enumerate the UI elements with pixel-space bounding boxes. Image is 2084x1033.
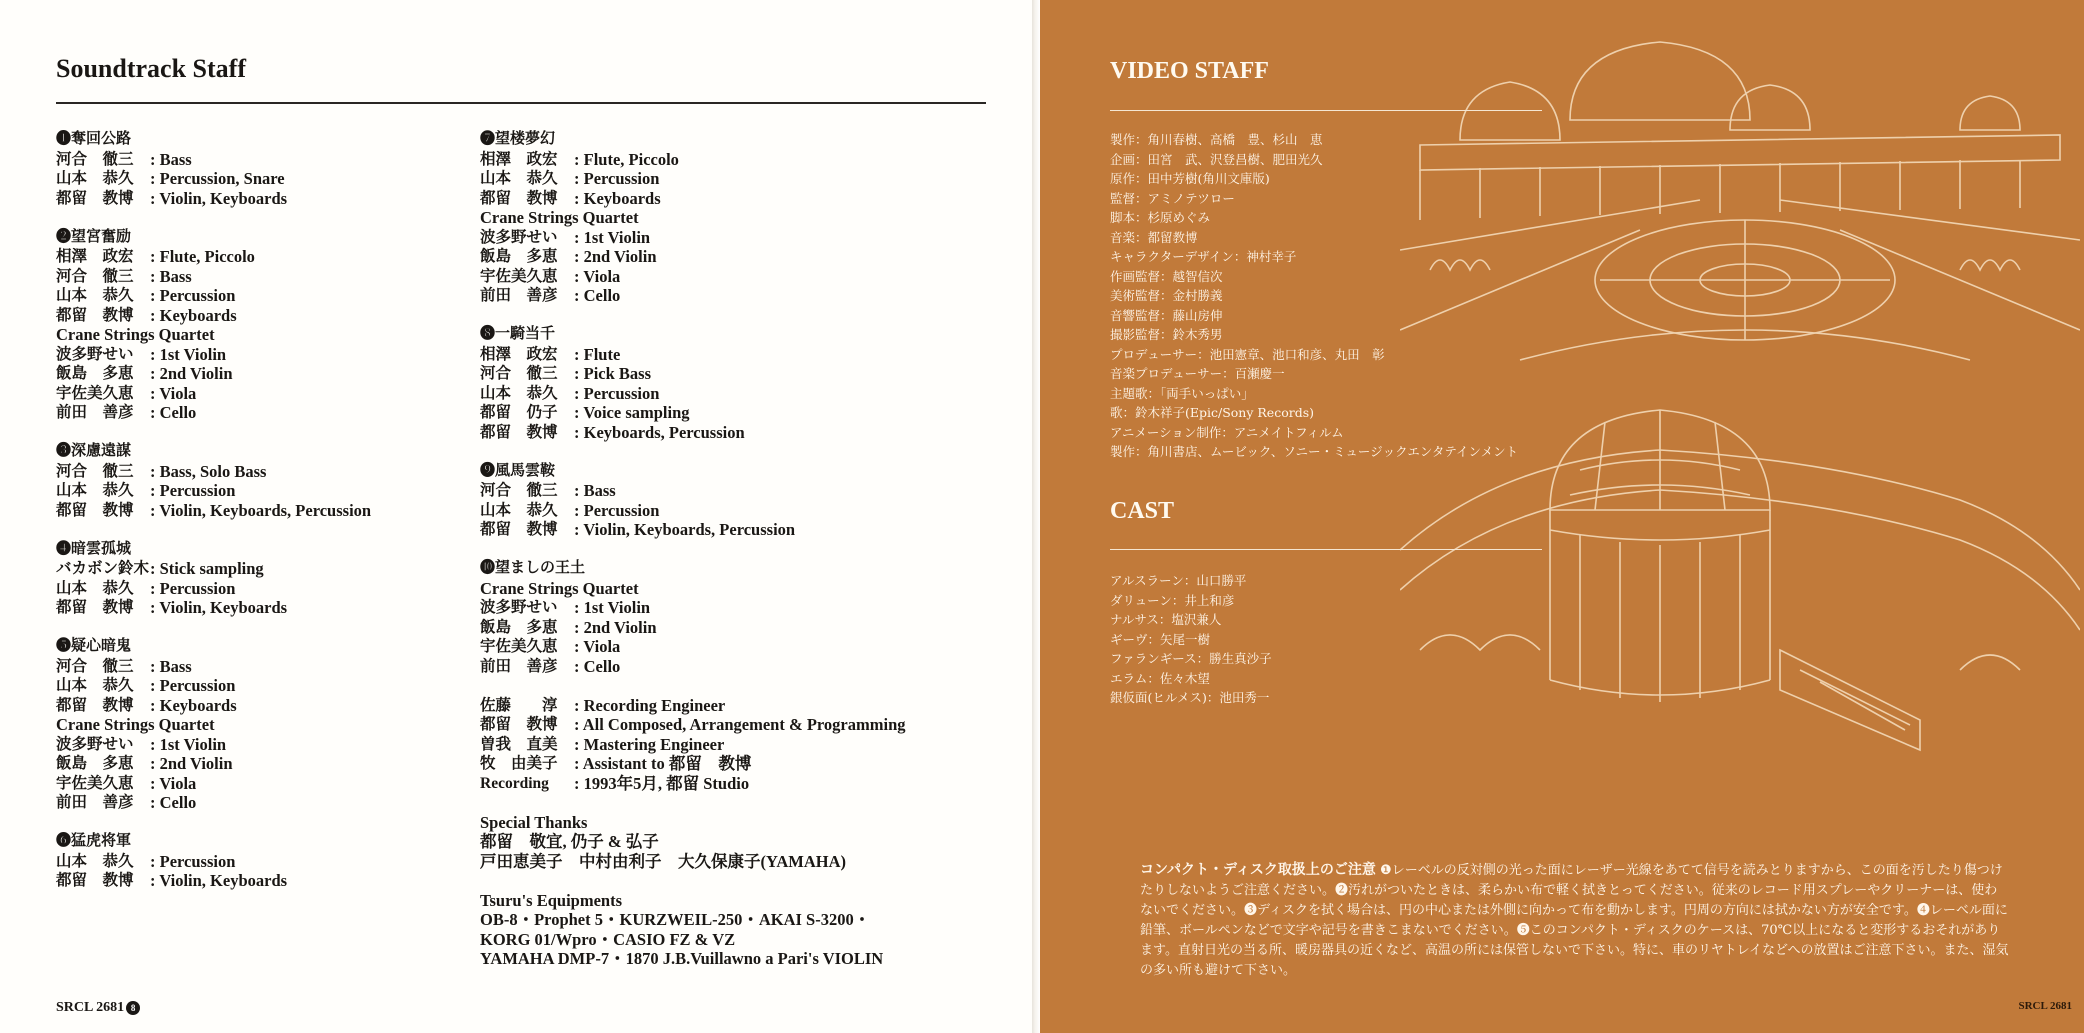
credit-row xyxy=(56,306,371,326)
video-staff-item: 脚本：杉原めぐみ xyxy=(1110,210,1211,225)
credit-row xyxy=(56,559,371,579)
cast-item: ファランギース：勝生真沙子 xyxy=(1110,651,1272,666)
credit-line: OB-8・Prophet 5・KURZWEIL-250・AKAI S-3200・ xyxy=(480,910,871,929)
performer-role: : Percussion, Snare xyxy=(150,169,285,188)
cast-divider xyxy=(1110,549,1542,550)
credit-row xyxy=(480,247,906,267)
credit-row xyxy=(56,793,371,813)
performer-name: 前田 善彦 xyxy=(480,287,558,304)
credit-row xyxy=(56,657,371,677)
performer-role: : Percussion xyxy=(150,851,236,871)
credit-row xyxy=(480,715,906,735)
cd-handling-notice xyxy=(1140,860,2010,981)
track-title: ❻猛虎将軍 xyxy=(56,833,132,849)
notice-title: コンパクト・ディスク取扱上のご注意 xyxy=(1140,862,1376,878)
credit-section xyxy=(56,637,371,813)
performer-name: 佐藤 淳 xyxy=(480,696,558,714)
performer-role: : Flute, Piccolo xyxy=(150,247,255,266)
video-staff-item: 企画：田宮 武、沢登昌樹、肥田光久 xyxy=(1110,151,1323,167)
credit-line: KORG 01/Wpro・CASIO FZ & VZ xyxy=(480,929,736,949)
credit-row xyxy=(56,462,371,482)
performer-role: : Violin, Keyboards, Percussion xyxy=(574,520,796,539)
cast-item: ナルサス：塩沢兼人 xyxy=(1110,612,1222,627)
credit-row xyxy=(56,189,371,209)
performer-role: : Violin, Keyboards xyxy=(150,188,288,208)
cast-item: 銀仮面(ヒルメス)：池田秀一 xyxy=(1110,690,1270,705)
video-staff-item: 主題歌：「両手いっぱい」 xyxy=(1110,385,1254,401)
video-staff-item: 製作：角川春樹、高橋 豊、杉山 恵 xyxy=(1110,132,1323,147)
performer-name: 飯島 多恵 xyxy=(56,365,134,382)
performer-name: 山本 恭久 xyxy=(56,287,134,304)
performer-role: : Voice sampling xyxy=(574,403,690,422)
performer-role: : Pick Bass xyxy=(574,364,652,383)
video-staff-item: 歌：鈴木祥子(Epic/Sony Records) xyxy=(1110,405,1314,420)
video-staff-item: 製作：角川書店、ムービック、ソニー・ミュージックエンタテインメント xyxy=(1110,444,1519,459)
credit-row xyxy=(480,189,906,209)
credit-row xyxy=(480,754,906,774)
performer-name: 波多野せい xyxy=(480,599,558,616)
credit-section xyxy=(56,228,371,423)
video-staff-item: キャラクターデザイン：神村幸子 xyxy=(1110,249,1297,264)
track-title: ❹暗雲孤城 xyxy=(56,540,132,557)
credit-row xyxy=(56,247,371,267)
performer-role: : Percussion xyxy=(150,676,236,695)
credit-section xyxy=(56,832,371,891)
credit-row xyxy=(56,501,371,521)
performer-role: : Percussion xyxy=(150,481,236,500)
credit-row xyxy=(480,735,906,755)
performer-name: 前田 善彦 xyxy=(480,657,558,675)
credit-section xyxy=(480,325,906,442)
performer-name: 都留 教博 xyxy=(56,872,134,889)
video-staff-heading: VIDEO STAFF xyxy=(1110,58,1269,84)
track-title: ❿望ましの王土 xyxy=(480,560,586,576)
performer-role: : Percussion xyxy=(574,383,660,403)
performer-role: : Percussion xyxy=(574,169,660,188)
cast-item: ギーヴ：矢尾一樹 xyxy=(1110,631,1211,647)
performer-role: : Bass xyxy=(150,656,192,676)
performer-role: : Keyboards xyxy=(150,305,237,325)
credit-section xyxy=(480,813,906,872)
performer-name: 飯島 多恵 xyxy=(480,618,558,636)
credit-row xyxy=(56,774,371,794)
performer-role: : Keyboards xyxy=(150,695,237,715)
credit-section xyxy=(480,696,906,794)
track-title: ❼望楼夢幻 xyxy=(480,131,556,147)
credit-line: YAMAHA DMP-7・1870 J.B.Vuillawno a Pari's VIOLIN xyxy=(480,949,884,968)
performer-role: : Percussion xyxy=(150,578,236,598)
performer-name: 宇佐美久恵 xyxy=(480,638,558,655)
credit-row xyxy=(480,423,906,443)
credit-row xyxy=(480,696,906,716)
performer-role: : All Composed, Arrangement & Programming xyxy=(574,715,906,734)
performer-name: 山本 恭久 xyxy=(56,677,134,694)
performer-name: 都留 教博 xyxy=(56,189,134,207)
credit-row xyxy=(56,286,371,306)
booklet-spine xyxy=(1032,0,1040,1033)
performer-role: : Viola xyxy=(150,773,197,793)
performer-name: 河合 徹三 xyxy=(56,462,134,480)
credit-row xyxy=(480,774,906,794)
credit-row xyxy=(56,871,371,891)
cast-item: ダリューン：井上和彦 xyxy=(1110,592,1235,608)
performer-role: : Cello xyxy=(150,793,197,812)
track-title: ❾風馬雲鞍 xyxy=(480,462,556,479)
credit-section xyxy=(480,559,906,676)
credit-section xyxy=(480,891,906,969)
cast-heading: CAST xyxy=(1110,498,1175,524)
track-title: ❺疑心暗鬼 xyxy=(56,638,132,654)
credit-row xyxy=(480,364,906,384)
performer-name: 波多野せい xyxy=(56,345,134,363)
performer-role: : Bass xyxy=(574,481,616,500)
performer-name: バカボン鈴木 xyxy=(56,560,150,577)
credit-row xyxy=(56,403,371,423)
credit-line: Crane Strings Quartet xyxy=(56,325,215,344)
performer-name: 山本 恭久 xyxy=(56,579,134,597)
credit-row xyxy=(480,598,906,618)
cast-item: エラム：佐々木望 xyxy=(1110,670,1210,686)
track-title: ❽一騎当千 xyxy=(480,326,556,342)
credit-row xyxy=(56,345,371,365)
performer-name: 前田 善彦 xyxy=(56,794,134,811)
video-staff-item: 美術監督：金村勝義 xyxy=(1110,288,1223,303)
performer-role: : Percussion xyxy=(574,500,660,520)
video-staff-item: プロデューサー：池田憲章、池口和彦、丸田 彰 xyxy=(1110,346,1385,362)
video-staff-item: 監督：アミノテツロー xyxy=(1110,190,1235,206)
credit-row xyxy=(480,345,906,365)
performer-name: 都留 教博 xyxy=(56,599,134,616)
credit-row xyxy=(480,403,906,423)
performer-name: 山本 恭久 xyxy=(56,852,134,870)
performer-name: 都留 仍子 xyxy=(480,404,558,421)
credit-row xyxy=(56,384,371,404)
credit-row xyxy=(56,364,371,384)
credit-row xyxy=(480,618,906,638)
page-title: Soundtrack Staff xyxy=(56,54,246,83)
performer-name: 山本 恭久 xyxy=(480,501,558,519)
performer-name: 宇佐美久恵 xyxy=(480,267,558,285)
video-staff-item: 音響監督：藤山房伸 xyxy=(1110,307,1223,323)
performer-name: 相澤 政宏 xyxy=(480,345,558,363)
credit-line: Crane Strings Quartet xyxy=(480,578,639,598)
performer-role: : Viola xyxy=(150,383,197,403)
credit-row xyxy=(56,735,371,755)
performer-name: 牧 由美子 xyxy=(480,755,558,772)
credit-row xyxy=(56,481,371,501)
performer-name: 波多野せい xyxy=(480,228,558,246)
performer-role: : Percussion xyxy=(150,286,236,305)
credit-line: Crane Strings Quartet xyxy=(480,208,639,227)
performer-role: : Mastering Engineer xyxy=(574,734,725,754)
credit-row xyxy=(480,637,906,657)
performer-name: Recording xyxy=(480,774,549,792)
credit-row xyxy=(480,228,906,248)
performer-role: : Bass xyxy=(150,266,192,286)
performer-name: 都留 教博 xyxy=(480,423,558,441)
credit-row xyxy=(480,169,906,189)
performer-role: : 2nd Violin xyxy=(150,364,233,383)
performer-name: 河合 徹三 xyxy=(480,365,558,382)
credit-row xyxy=(480,384,906,404)
credits-column-2 xyxy=(480,130,906,988)
left-page xyxy=(0,0,1032,1033)
credit-row xyxy=(56,696,371,716)
credit-line: 都留 敬宜, 仍子 & 弘子 xyxy=(480,832,659,851)
credit-row xyxy=(480,286,906,306)
performer-role: : Cello xyxy=(574,656,621,676)
performer-role: : 1st Violin xyxy=(150,734,227,754)
performer-name: 都留 教博 xyxy=(56,696,134,714)
performer-name: 都留 教博 xyxy=(480,189,558,207)
credit-row xyxy=(56,676,371,696)
performer-role: : Violin, Keyboards xyxy=(150,598,288,617)
performer-role: : Violin, Keyboards xyxy=(150,871,288,890)
credit-section xyxy=(56,130,371,208)
performer-role: : Violin, Keyboards, Percussion xyxy=(150,500,372,520)
performer-name: 都留 教博 xyxy=(56,501,134,519)
credit-row xyxy=(56,579,371,599)
performer-name: 河合 徹三 xyxy=(56,267,134,285)
performer-role: : Recording Engineer xyxy=(574,695,726,715)
credit-row xyxy=(480,481,906,501)
performer-name: 河合 徹三 xyxy=(56,150,134,168)
credit-line: Special Thanks xyxy=(480,812,588,832)
performer-role: : Viola xyxy=(574,266,621,286)
video-staff-item: 音楽プロデューサー：百瀬慶一 xyxy=(1110,366,1285,381)
credit-section xyxy=(56,540,371,618)
credit-row xyxy=(480,520,906,540)
credit-row xyxy=(480,267,906,287)
video-staff-item: 作画監督：越智信次 xyxy=(1110,268,1223,284)
credit-line: 戸田恵美子 中村由利子 大久保康子(YAMAHA) xyxy=(480,851,847,871)
track-title: ❷望宮奮励 xyxy=(56,228,132,245)
performer-role: : Cello xyxy=(150,403,197,422)
catalog-label: SRCL 2681 xyxy=(56,1000,125,1015)
performer-role: : 2nd Violin xyxy=(150,754,233,773)
performer-name: 都留 教博 xyxy=(56,306,134,324)
performer-name: 山本 恭久 xyxy=(56,170,134,187)
performer-role: : 2nd Violin xyxy=(574,247,657,266)
track-title: ❸深慮遠謀 xyxy=(56,443,132,459)
right-page xyxy=(1040,0,2084,1033)
performer-name: 都留 教博 xyxy=(480,716,558,733)
performer-name: 宇佐美久恵 xyxy=(56,774,134,792)
credit-section xyxy=(56,442,371,520)
performer-role: : Viola xyxy=(574,637,621,656)
video-staff-divider xyxy=(1110,110,1542,111)
performer-name: 山本 恭久 xyxy=(480,384,558,402)
credit-section xyxy=(480,130,906,306)
right-catalog-number: SRCL 2681 xyxy=(2018,1000,2072,1012)
performer-role: : Flute xyxy=(574,344,621,364)
credit-row xyxy=(56,852,371,872)
credit-section xyxy=(480,462,906,540)
credit-row xyxy=(480,657,906,677)
performer-role: : Bass xyxy=(150,149,192,169)
performer-role: : Keyboards, Percussion xyxy=(574,422,745,442)
cast-item: アルスラーン：山口勝平 xyxy=(1110,573,1247,588)
performer-role: : 1st Violin xyxy=(150,344,227,364)
credit-row xyxy=(56,598,371,618)
performer-name: 波多野せい xyxy=(56,735,134,753)
performer-name: 飯島 多恵 xyxy=(56,755,134,772)
credit-line: Tsuru's Equipments xyxy=(480,890,622,910)
credit-row xyxy=(56,754,371,774)
performer-role: : 1st Violin xyxy=(574,227,651,247)
performer-role: : 1993年5月, 都留 Studio xyxy=(574,773,750,793)
video-staff-item: 撮影監督：鈴木秀男 xyxy=(1110,327,1223,342)
credit-row xyxy=(56,267,371,287)
credit-row xyxy=(480,501,906,521)
performer-name: 河合 徹三 xyxy=(56,657,134,675)
performer-name: 山本 恭久 xyxy=(56,482,134,499)
performer-name: 都留 教博 xyxy=(480,521,558,538)
performer-name: 河合 徹三 xyxy=(480,482,558,499)
performer-role: : Flute, Piccolo xyxy=(574,149,679,169)
credit-row xyxy=(56,169,371,189)
performer-role: : Assistant to 都留 教博 xyxy=(574,754,752,773)
catalog-number xyxy=(56,1000,140,1016)
performer-name: 相澤 政宏 xyxy=(56,248,134,265)
performer-name: 山本 恭久 xyxy=(480,170,558,187)
disc-mark: 8 xyxy=(126,1001,140,1015)
performer-name: 飯島 多恵 xyxy=(480,248,558,265)
performer-name: 宇佐美久恵 xyxy=(56,384,134,402)
title-divider xyxy=(56,102,986,104)
video-staff-item: 原作：田中芳樹(角川文庫版) xyxy=(1110,171,1270,186)
notice-body: ❶レーベルの反対側の光った面にレーザー光線をあてて信号を読みとりますから、この面を汚したり傷つけたりしないようご注意ください。❷汚れがついたときは、柔らかい布で軽く拭きとってください。従来のレコード用スプレーやクリーナーは、使わないでください。❸ディスクを拭く場合は、円の中心または外側に向かって布を動かします。円周の方向には拭かない方が安全です。❹レーベル面に鉛筆、ボールペンなどで文字や記号を書きこまないでください。❺このコンパクト・ディスクのケースは、70℃以上になると変形するおそれがあります。直射日光の当る所、暖房器具の近くなど、高温の所には保管しないで下さい。特に、車のリヤトレイなどへの放置はご注意下さい。また、湿気の多い所も避けて下さい。 xyxy=(1140,863,2009,978)
credit-row xyxy=(56,150,371,170)
performer-name: 前田 善彦 xyxy=(56,404,134,421)
credit-line: Crane Strings Quartet xyxy=(56,715,215,734)
credits-column-1 xyxy=(56,130,371,910)
video-staff-list xyxy=(1110,130,1518,462)
video-staff-item: 音楽：都留教博 xyxy=(1110,229,1198,245)
performer-name: 相澤 政宏 xyxy=(480,150,558,168)
performer-role: : Keyboards xyxy=(574,188,661,208)
credit-row xyxy=(480,150,906,170)
performer-role: : 1st Violin xyxy=(574,598,651,617)
video-staff-item: アニメーション制作：アニメイトフィルム xyxy=(1110,424,1344,440)
performer-role: : Cello xyxy=(574,286,621,305)
performer-name: 曽我 直美 xyxy=(480,735,558,753)
cast-list xyxy=(1110,571,1272,708)
performer-role: : Bass, Solo Bass xyxy=(150,461,267,481)
performer-role: : 2nd Violin xyxy=(574,617,657,637)
track-title: ❶奪回公路 xyxy=(56,131,132,147)
performer-role: : Stick sampling xyxy=(150,559,264,578)
